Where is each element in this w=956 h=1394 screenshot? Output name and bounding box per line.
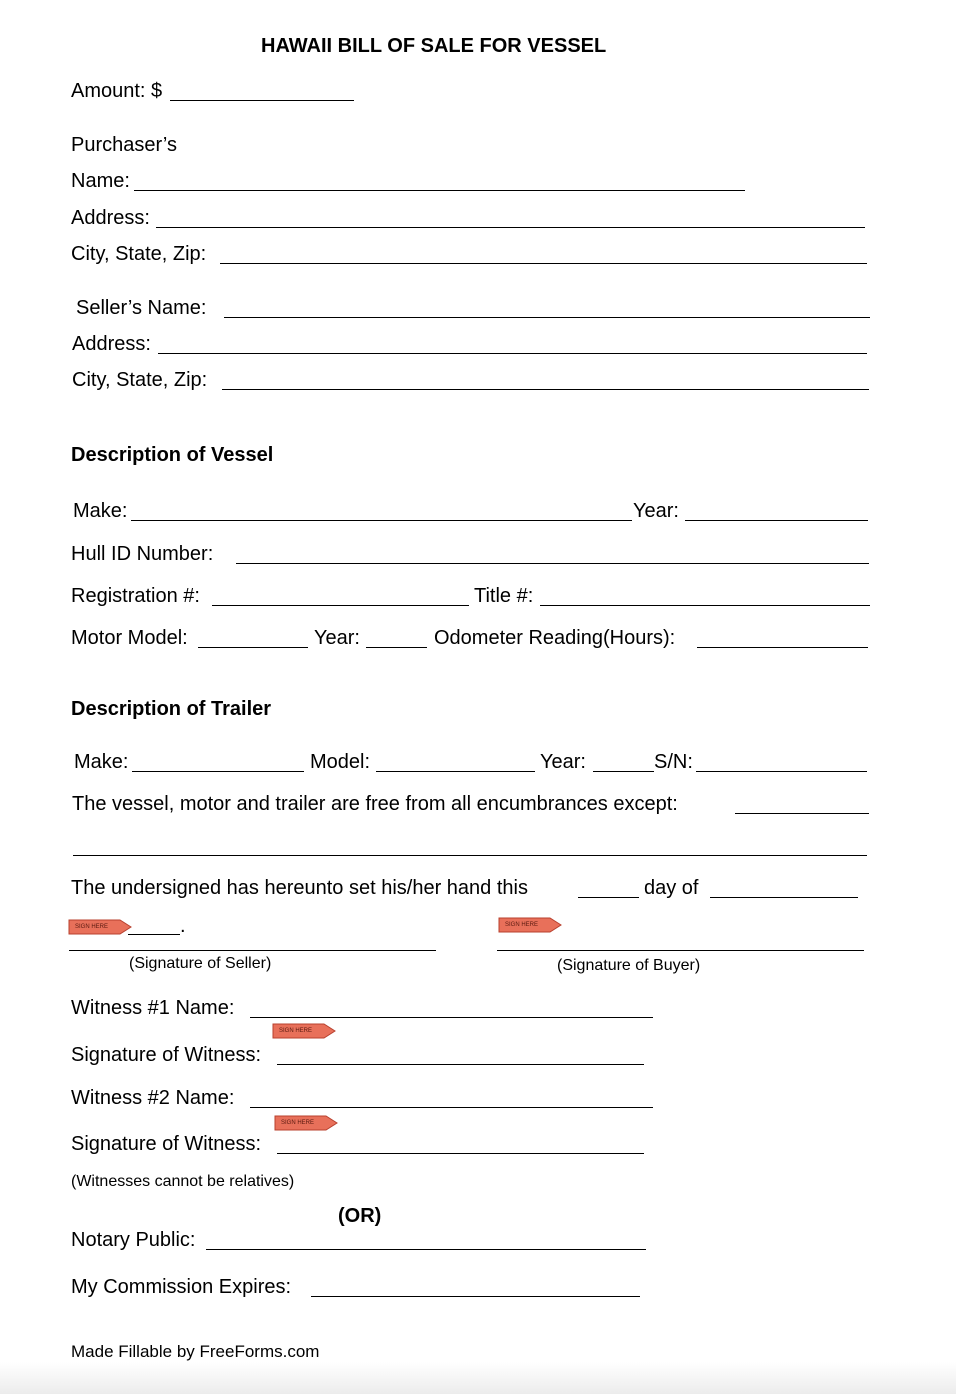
sign-here-label: SIGN HERE [279, 1028, 313, 1034]
trailer-year-label: Year: [540, 751, 586, 773]
seller-address-field[interactable] [158, 353, 867, 354]
buyer-sign-here-tag[interactable] [498, 917, 562, 933]
undersigned-text: The undersigned has hereunto set his/her hand this [71, 877, 528, 899]
motor-model-field[interactable] [198, 647, 308, 648]
purchaser-heading: Purchaser’s [71, 134, 177, 156]
witness1-name-label: Witness #1 Name: [71, 997, 235, 1019]
sign-here-label: SIGN HERE [75, 924, 109, 930]
seller-signature-caption: (Signature of Seller) [129, 955, 272, 972]
month-field[interactable] [710, 897, 858, 898]
amount-field[interactable] [170, 100, 354, 101]
day-field[interactable] [578, 897, 639, 898]
trailer-heading: Description of Trailer [71, 698, 272, 720]
seller-name-field[interactable] [224, 317, 870, 318]
odometer-label: Odometer Reading(Hours): [434, 627, 676, 649]
purchaser-address-field[interactable] [156, 227, 865, 228]
purchaser-address-label: Address: [71, 207, 150, 229]
motor-model-label: Motor Model: [71, 627, 188, 649]
vessel-make-field[interactable] [131, 520, 632, 521]
page-bottom-shade [0, 1362, 956, 1394]
amount-label: Amount: $ [71, 80, 163, 102]
trailer-model-label: Model: [310, 751, 371, 773]
sign-here-label: SIGN HERE [281, 1120, 315, 1126]
hull-id-field[interactable] [236, 563, 869, 564]
hull-id-label: Hull ID Number: [71, 543, 214, 565]
purchaser-city-field[interactable] [220, 263, 867, 264]
witness2-signature-field[interactable] [277, 1153, 644, 1154]
trailer-model-field[interactable] [376, 771, 535, 772]
commission-label: My Commission Expires: [71, 1276, 292, 1298]
odometer-field[interactable] [697, 647, 868, 648]
notary-label: Notary Public: [71, 1229, 196, 1251]
witnesses-note: (Witnesses cannot be relatives) [71, 1173, 295, 1190]
motor-year-field[interactable] [366, 647, 427, 648]
title-number-label: Title #: [474, 585, 534, 607]
witness1-name-field[interactable] [250, 1017, 653, 1018]
day-of-label: day of [644, 877, 699, 899]
vessel-year-label: Year: [633, 500, 679, 522]
seller-name-label: Seller’s Name: [76, 297, 207, 319]
trailer-make-label: Make: [74, 751, 129, 773]
witness2-signature-label: Signature of Witness: [71, 1133, 262, 1155]
notary-field[interactable] [206, 1249, 646, 1250]
year-field[interactable] [128, 934, 180, 935]
seller-signature-field[interactable] [69, 950, 436, 951]
witness1-signature-field[interactable] [277, 1064, 644, 1065]
witness2-name-field[interactable] [250, 1107, 653, 1108]
seller-sign-here-tag[interactable] [68, 919, 132, 935]
encumbrances-field[interactable] [735, 813, 869, 814]
trailer-year-field[interactable] [593, 771, 654, 772]
motor-year-label: Year: [314, 627, 360, 649]
sign-here-label: SIGN HERE [505, 922, 539, 928]
trailer-sn-label: S/N: [654, 751, 693, 773]
or-label: (OR) [338, 1205, 382, 1227]
encumbrances-label: The vessel, motor and trailer are free from all encumbrances except: [72, 793, 678, 815]
date-period: . [180, 915, 186, 937]
registration-label: Registration #: [71, 585, 200, 607]
trailer-make-field[interactable] [132, 771, 304, 772]
encumbrances-field-line-2[interactable] [73, 855, 867, 856]
registration-field[interactable] [212, 605, 469, 606]
document-title: HAWAII BILL OF SALE FOR VESSEL [261, 35, 607, 57]
buyer-signature-field[interactable] [497, 950, 864, 951]
seller-address-label: Address: [72, 333, 151, 355]
purchaser-name-label: Name: [71, 170, 130, 192]
footer-credit: Made Fillable by FreeForms.com [71, 1342, 320, 1361]
witness2-sign-here-tag[interactable] [274, 1115, 338, 1131]
witness1-sign-here-tag[interactable] [272, 1023, 336, 1039]
purchaser-city-label: City, State, Zip: [71, 243, 207, 265]
witness2-name-label: Witness #2 Name: [71, 1087, 235, 1109]
title-number-field[interactable] [540, 605, 870, 606]
seller-city-label: City, State, Zip: [72, 369, 208, 391]
commission-field[interactable] [311, 1296, 640, 1297]
seller-city-field[interactable] [222, 389, 869, 390]
vessel-year-field[interactable] [685, 520, 868, 521]
buyer-signature-caption: (Signature of Buyer) [557, 957, 701, 974]
vessel-heading: Description of Vessel [71, 444, 274, 466]
trailer-sn-field[interactable] [696, 771, 867, 772]
purchaser-name-field[interactable] [134, 190, 745, 191]
witness1-signature-label: Signature of Witness: [71, 1044, 262, 1066]
vessel-make-label: Make: [73, 500, 128, 522]
